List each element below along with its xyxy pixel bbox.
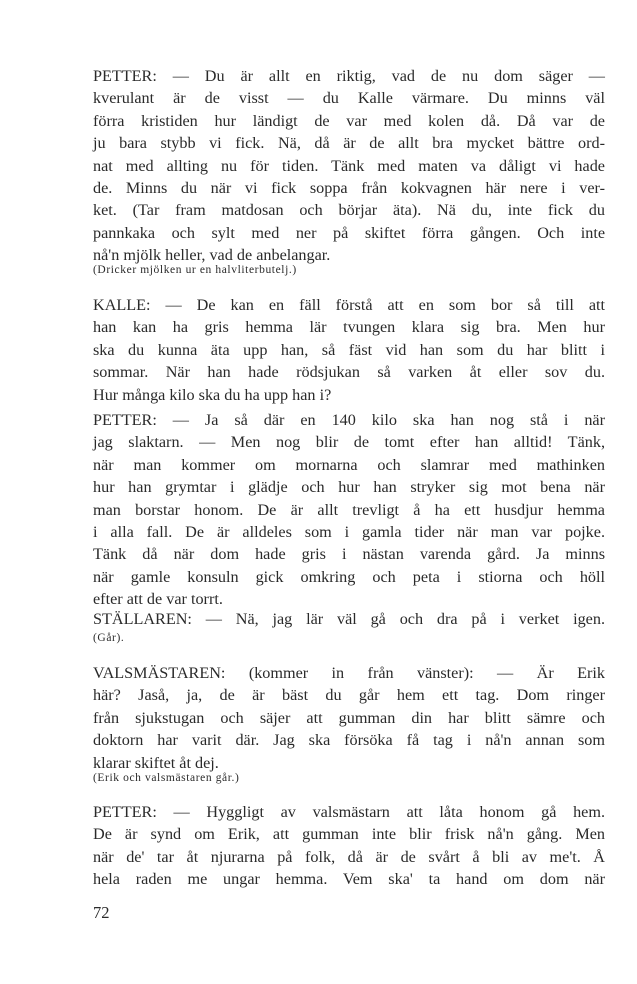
text-line: De är synd om Erik, att gumman inte blir frisk nå'n gång. Men <box>93 825 605 844</box>
text-line: nå'n mjölk heller, vad de anbelangar. <box>93 246 331 265</box>
text-line: efter att de var torrt. <box>93 590 223 609</box>
text-line: PETTER: — Hyggligt av valsmästarn att låta honom gå hem. <box>93 803 605 821</box>
text-line: ju bara stybb vi fick. Nä, då är de allt bra mycket bättre ord- <box>93 134 605 153</box>
text-line: PETTER: — Ja så där en 140 kilo ska han nog stå i när <box>93 411 605 429</box>
text-line: KALLE: — De kan en fäll förstå att en som bor så till att <box>93 296 605 314</box>
text-line: när man kommer om mornarna och slamrar med mathinken <box>93 455 605 474</box>
paragraph-petter-2 <box>93 409 605 611</box>
text-line: från sjukstugan och säjer att gumman din har blitt sämre och <box>93 708 605 727</box>
text-line: kverulant är de visst — du Kalle värmare. Du minns väl <box>93 89 605 108</box>
text-line: PETTER: — Du är allt en riktig, vad de nu dom säger — <box>93 67 605 85</box>
text-line: man borstar honom. De är allt trevligt å ha ett husdjur hemma <box>93 500 605 519</box>
paragraph-valsmastaren-1 <box>93 662 605 774</box>
text-line: klarar skiftet åt dej. <box>93 753 219 772</box>
stage-direction: (Dricker mjölken ur en halvliterbutelj.) <box>93 264 297 276</box>
text-line: doktorn har varit där. Jag ska försöka få tag i nå'n annan som <box>93 731 605 750</box>
text-line: VALSMÄSTAREN: (kommer in från vänster): — Är Erik <box>93 664 605 682</box>
text-line: jag slaktarn. — Men nog blir de tomt efter han alltid! Tänk, <box>93 433 605 452</box>
paragraph-petter-1 <box>93 65 605 267</box>
paragraph-kalle-1 <box>93 294 605 406</box>
text-line: han kan ha gris hemma lär tvungen klara sig bra. Men hur <box>93 318 605 337</box>
text-line: ket. (Tar fram matdosan och börjar äta). Nä du, inte fick du <box>93 201 605 220</box>
text-line: förra kristiden hur ländigt de var med kolen då. Då var de <box>93 111 605 130</box>
paragraph-stallaren-1 <box>93 608 605 630</box>
text-line: hur han grymtar i glädje och hur han stryker sig mot bena när <box>93 478 605 497</box>
paragraph-petter-3 <box>93 801 605 891</box>
text-line: de. Minns du när vi fick soppa från kokvagnen här nere i ver- <box>93 179 605 198</box>
text-line: nat med allting nu för tiden. Tänk med maten va dåligt vi hade <box>93 156 605 175</box>
text-line: pannkaka och sylt med ner på skiftet förra gången. Och inte <box>93 223 605 242</box>
stage-direction: (Går). <box>93 632 125 644</box>
text-line: Tänk då när dom hade gris i nästan varenda gård. Ja minns <box>93 545 605 564</box>
stage-direction: (Erik och valsmästaren går.) <box>93 772 240 784</box>
text-line: ska du kunna äta upp han, så fäst vid han som du har blitt i <box>93 340 605 359</box>
text-line: hela raden me ungar hemma. Vem ska' ta hand om dom när <box>93 870 605 889</box>
text-line: sommar. När han hade rödsjukan så varken åt eller sov du. <box>93 363 605 382</box>
text-line: Hur många kilo ska du ha upp han i? <box>93 385 332 404</box>
text-line: här? Jaså, ja, de är bäst du går hem ett tag. Dom ringer <box>93 686 605 705</box>
text-line: när gamle konsuln gick omkring och peta i stiorna och höll <box>93 567 605 586</box>
page-number: 72 <box>93 903 110 922</box>
text-line: när de' tar åt njurarna på folk, då är de svårt å bli av me't. Å <box>93 847 605 866</box>
text-line: i alla fall. De är alldeles som i gamla tider när man var pojke. <box>93 523 605 542</box>
text-line: STÄLLAREN: — Nä, jag lär väl gå och dra på i verket igen. <box>93 610 605 628</box>
